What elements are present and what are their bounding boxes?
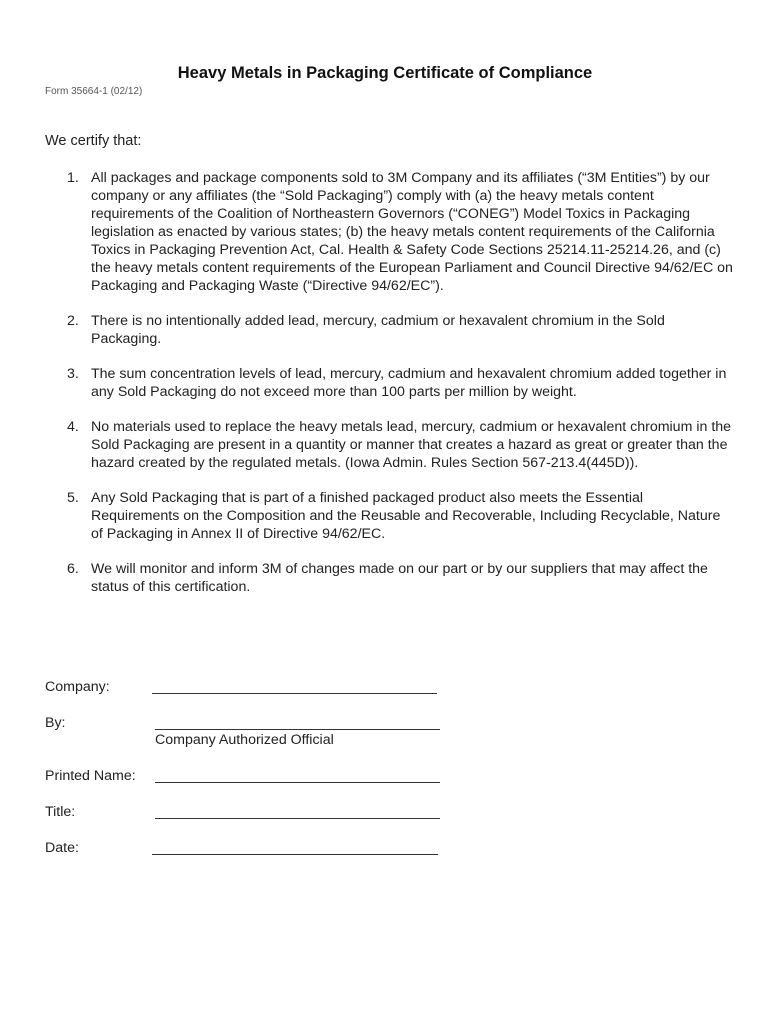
item-number: 2. (67, 313, 79, 329)
title-label: Title: (45, 804, 76, 820)
item-text: There is no intentionally added lead, mercury, cadmium or hexavalent chromium in the Sold Packaging. (91, 313, 665, 347)
item-text: We will monitor and inform 3M of changes made on our part or by our suppliers that may affect the status of this certification. (91, 561, 708, 595)
date-label: Date: (45, 840, 79, 856)
certification-item-6 (45, 560, 735, 596)
certification-item-2 (45, 312, 735, 348)
item-text: Any Sold Packaging that is part of a finished packaged product also meets the Essential Requirements on the Composition and the Reusable and Recoverable, Including Recyclable, Nature of Packaging in Annex II of Directive 94/62/EC. (91, 490, 721, 542)
item-number: 5. (67, 490, 79, 506)
printed-name-field[interactable] (155, 782, 440, 783)
item-number: 3. (67, 366, 79, 382)
document-title: Heavy Metals in Packaging Certificate of Compliance (177, 64, 593, 82)
certification-item-4 (45, 418, 735, 472)
by-label: By: (45, 715, 66, 731)
item-number: 6. (67, 561, 79, 577)
company-field[interactable] (152, 693, 437, 694)
certification-list (45, 169, 735, 613)
item-number: 4. (67, 419, 79, 435)
item-text: The sum concentration levels of lead, mercury, cadmium and hexavalent chromium added together in any Sold Packaging do not exceed more than 100 parts per million by weight. (91, 366, 727, 400)
certification-item-3 (45, 365, 735, 401)
company-label: Company: (45, 679, 110, 695)
printed-name-label: Printed Name: (45, 768, 136, 784)
form-number: Form 35664-1 (02/12) (45, 86, 143, 97)
item-text: All packages and package components sold to 3M Company and its affiliates (“3M Entities”) by our company or any affiliates (the “Sold Packaging”) comply with (a) the heavy metals content requirements of the Coalition of Northeastern Governors (“CONEG”) Model Toxics in Packaging legislation as enacted by various states; (b) the heavy metals content requirements of the California Toxics in Packaging Prevention Act, Cal. Health & Safety Code Sections 25214.11-25214.26, and (c) the heavy metals content requirements of the European Parliament and Council Directive 94/62/EC on Packaging and Packaging Waste (“Directive 94/62/EC”). (91, 170, 733, 294)
item-number: 1. (67, 170, 79, 186)
authorized-official-label: Company Authorized Official (155, 732, 334, 748)
date-field[interactable] (152, 854, 438, 855)
certification-item-5 (45, 489, 735, 543)
certify-intro: We certify that: (45, 133, 142, 149)
item-text: No materials used to replace the heavy metals lead, mercury, cadmium or hexavalent chromium in the Sold Packaging are present in a quantity or manner that creates a hazard as great or greater than the hazard created by the regulated metals. (Iowa Admin. Rules Section 567-213.4(445D)). (91, 419, 732, 471)
certification-item-1 (45, 169, 735, 295)
title-field[interactable] (155, 818, 440, 819)
by-field[interactable] (155, 729, 440, 730)
